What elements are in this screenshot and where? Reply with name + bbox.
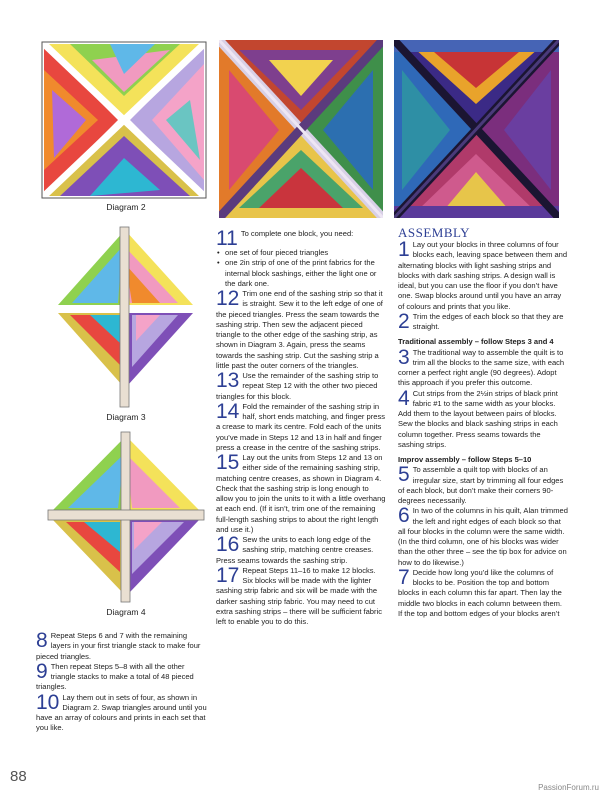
step-text: Decide how long you’d like the columns of blocks to be. Position the top and bottom blocks in each column this far apart. Then lay the middle two blocks in each column between them. If the top and bottom edges of your blocks aren’t <box>398 567 563 618</box>
step-text: Cut strips from the 2½in strips of black print fabric #1 to the same width as your blocks. Add them to the layout between pairs of blocks. Sew the blocks and black sashing strips in each column together. Press seams towards the sashing strips. <box>398 388 558 449</box>
step-number: 5 <box>398 463 410 487</box>
step-14 <box>216 399 386 453</box>
step-text: Repeat Steps 11–16 to make 12 blocks. Six blocks will be made with the lighter sashing strip fabric and six will be made with the darker sashing strip fabric. You may need to cut extra sashing strips – there will be sufficient fabric left to enable you to do this. <box>216 565 382 626</box>
step-12 <box>216 289 386 371</box>
bullet-item: • one 2in strip of one of the print fabrics for the internal block sashings, either the light one or the dark one. <box>225 258 386 289</box>
step-text: The traditional way to assemble the quilt is to trim all the blocks to the same size, with each corner a perfect right angle (90 degrees). Adopt this approach if you prefer this outcome. <box>398 347 565 388</box>
step-number: 15 <box>216 451 240 474</box>
step-15 <box>216 453 386 535</box>
section-heading: ASSEMBLY <box>398 225 471 240</box>
step-3 <box>398 345 568 389</box>
step-number: 11 <box>216 227 238 250</box>
column-3 <box>398 226 568 619</box>
step-text: Lay out your blocks in three columns of four blocks each, leaving space between them and alternating blocks with light sashing strips and blocks with dark sashing strips. A design wall is ideal, but you can use the floor if you don’t have one. Swap blocks around until you have an array of colours and prints that you like. <box>398 240 568 311</box>
caption-diagram-3: Diagram 3 <box>106 412 146 422</box>
step-number: 6 <box>398 504 410 528</box>
step-text: Use the remainder of the sashing strip to repeat Step 12 with the other two pieced triangles for this block. <box>216 371 379 401</box>
step-text: Trim one end of the sashing strip so that it is straight. Sew it to the left edge of one of the pieced triangles. Press the seam towards the sashing strip. Then sew the adjacent pieced triangle to the other edge of the sashing strip, as shown in Diagram 3. Again, press the seams towards the sashing strip. Cut the sashing strip a little past the outer corners of the triangles. <box>216 289 383 370</box>
step-text: Repeat Steps 6 and 7 with the remaining layers in your first triangle stack to make four pieced triangles. <box>36 631 201 661</box>
step-number: 1 <box>398 238 410 261</box>
bullet-list <box>216 248 386 289</box>
caption-diagram-4: Diagram 4 <box>106 607 146 617</box>
diagram-4 <box>44 430 208 605</box>
step-number: 3 <box>398 345 410 369</box>
quilt-block-photo-2 <box>394 40 559 218</box>
subheading-traditional: Traditional assembly – follow Steps 3 and 4 <box>398 337 554 347</box>
quilt-block-photo-1 <box>219 40 383 218</box>
step-1 <box>398 240 568 312</box>
step-4 <box>398 386 568 451</box>
step-number: 12 <box>216 287 240 310</box>
step-text: To assemble a quilt top with blocks of an irregular size, start by trimming all four edges of each block, but don’t make their corners 90-degrees necessarily. <box>398 465 564 505</box>
step-7 <box>398 565 568 619</box>
step-number: 9 <box>36 659 48 683</box>
step-number: 14 <box>216 399 240 423</box>
step-11 <box>216 227 386 250</box>
step-16 <box>216 535 386 566</box>
step-text: Fold the remainder of the sashing strip in half, short ends matching, and finger press a crease to mark its centre. Fold each of the units you’ve made in Steps 12 and 13 in half and finger press a crease in the centre of the sashing strips. <box>216 401 385 452</box>
column-2 <box>216 229 386 627</box>
column-1 <box>36 631 208 734</box>
step-2 <box>398 309 568 333</box>
step-number: 4 <box>398 386 410 410</box>
step-number: 13 <box>216 369 240 392</box>
step-text: To complete one block, you need: <box>240 229 354 238</box>
step-number: 10 <box>36 690 60 714</box>
step-text: Then repeat Steps 5–8 with all the other triangle stacks to make a total of 48 pieced triangles. <box>36 661 194 692</box>
step-10 <box>36 690 208 734</box>
step-text: In two of the columns in his quilt, Alan trimmed the left and right edges of each block so that all four blocks in the column were the same width. (In the third column, one of his blocks was wider than the other three – see the tip box for advice on how to do likewise.) <box>398 506 568 567</box>
step-number: 16 <box>216 533 240 556</box>
step-8 <box>36 631 208 662</box>
diagram-2 <box>40 40 208 200</box>
step-text: Lay them out in sets of four, as shown in Diagram 2. Swap triangles around until you have an array of colours and prints in each set that you like. <box>36 692 207 733</box>
diagram-3 <box>50 225 200 410</box>
step-13 <box>216 371 386 402</box>
step-5 <box>398 465 568 506</box>
step-number: 2 <box>398 309 410 333</box>
step-9 <box>36 659 208 693</box>
page-number: 88 <box>10 768 27 785</box>
step-text: Sew the units to each long edge of the sashing strip, matching centre creases. Press seams towards the sashing strip. <box>216 535 374 565</box>
step-6 <box>398 506 568 568</box>
step-number: 7 <box>398 565 410 589</box>
step-number: 8 <box>36 629 48 652</box>
step-text: Trim the edges of each block so that they are straight. <box>412 311 564 331</box>
caption-diagram-2: Diagram 2 <box>106 202 146 212</box>
step-17 <box>216 563 386 628</box>
watermark: PassionForum.ru <box>538 783 599 792</box>
subheading-improv: Improv assembly – follow Steps 5–10 <box>398 455 532 464</box>
bullet-item: • one set of four pieced triangles <box>225 248 386 258</box>
step-number: 17 <box>216 563 240 587</box>
step-text: Lay out the units from Steps 12 and 13 on either side of the remaining sashing strip, matching centre creases, as shown in Diagram 4. Check that the sashing strip is long enough to allow you to join the units to it with a little overhang at each end. (If it isn’t, trim one of the remaining full-length sashing strips to about the right length and use it.) <box>216 453 386 534</box>
